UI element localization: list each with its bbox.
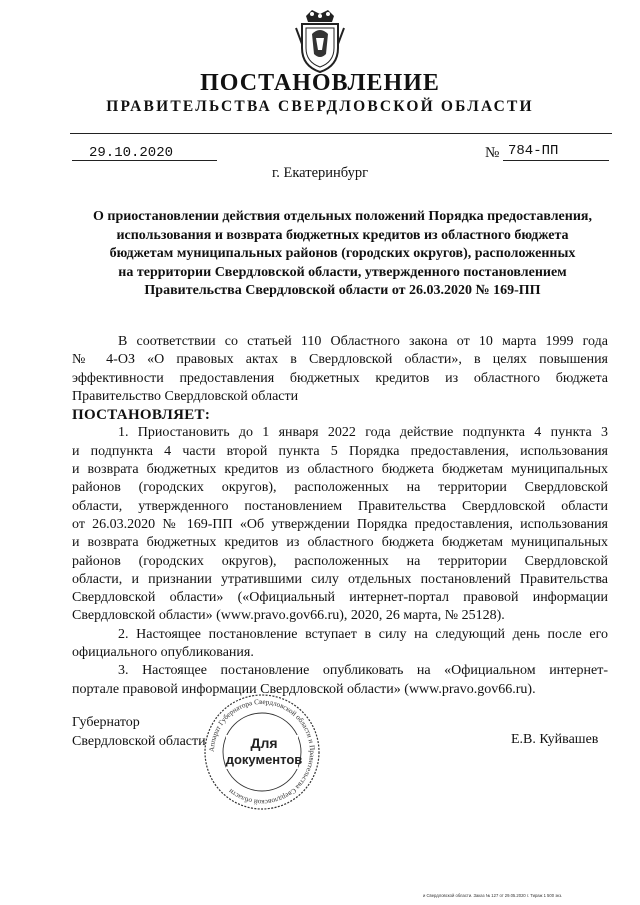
item3-line: 3. Настоящее постановление опубликовать на «Официальном интернет- <box>118 663 608 679</box>
header-divider <box>70 133 612 134</box>
document-stamp <box>202 692 322 812</box>
document-body <box>72 333 608 699</box>
print-info: и Свердловской области. Заказ № 127 от 29.05.2020 г. Тираж 1 500 экз. <box>423 893 563 898</box>
item2-line: 2. Настоящее постановление вступает в силу на следующий день после его <box>118 626 608 642</box>
date-underline <box>72 160 217 161</box>
item1-line: районов (городских округов), расположенных на территории Свердловской <box>72 553 608 569</box>
preamble-line: Правительство Свердловской области <box>72 388 299 404</box>
preamble-line: № 4-ОЗ «О правовых актах в Свердловской области», в целях повышения <box>72 352 608 368</box>
document-city: г. Екатеринбург <box>271 165 369 181</box>
resolves-heading: ПОСТАНОВЛЯЕТ: <box>72 407 211 424</box>
item1-line: Свердловской области» (www.pravo.gov66.ru), 2020, 26 марта, № 25128). <box>72 608 505 624</box>
document-number: 784-ПП <box>508 143 559 159</box>
item2-line: официального опубликования. <box>72 645 254 661</box>
item3-line: портале правовой информации Свердловской области» (www.pravo.gov66.ru). <box>72 681 536 697</box>
item1-line: Свердловской области» («Официальный интернет-портал правовой информации <box>72 590 608 606</box>
item1-line: и возврата бюджетных кредитов из областного бюджета бюджетам муниципальных <box>72 535 608 551</box>
item1-line: и возврата бюджетных кредитов из областного бюджета бюджетам муниципальных <box>72 462 608 478</box>
number-underline <box>503 160 609 161</box>
coat-of-arms-icon <box>292 8 348 74</box>
number-sign: № <box>485 145 500 161</box>
preamble-line: эффективности предоставления бюджетных кредитов из областного бюджета <box>72 370 608 386</box>
item1-line: области, утвержденного постановлением Правительства Свердловской области <box>72 498 608 514</box>
heading-line: использования и возврата бюджетных кредитов из областного бюджета <box>116 227 569 243</box>
item1-line: и подпункта 4 части второй пункта 5 Порядка предоставления, использования <box>72 443 608 459</box>
signatory-position <box>72 714 206 751</box>
item1-line: районов (городских округов), расположенных на территории Свердловской <box>72 480 608 496</box>
stamp-center-line2: документов <box>225 752 303 767</box>
stamp-center-line1: Для <box>250 735 278 751</box>
position-line: Губернатор <box>72 715 140 730</box>
item1-line: 1. Приостановить до 1 января 2022 года действие подпункта 4 пункта 3 <box>118 425 608 441</box>
document-subtitle: ПРАВИТЕЛЬСТВА СВЕРДЛОВСКОЙ ОБЛАСТИ <box>106 98 534 115</box>
document-heading <box>75 208 610 301</box>
signatory-name: Е.В. Куйвашев <box>511 732 599 747</box>
document-title: ПОСТАНОВЛЕНИЕ <box>200 70 440 96</box>
position-line: Свердловской области <box>72 733 206 749</box>
heading-line: О приостановлении действия отдельных положений Порядка предоставления, <box>93 209 592 224</box>
heading-line: Правительства Свердловской области от 26.03.2020 № 169-ПП <box>144 283 541 299</box>
item1-line: области, и признании утратившими силу отдельных постановлений Правительства <box>72 571 608 587</box>
stamp-ring-text: Аппарат Губернатора Свердловской области и Правительства Свердловской области <box>207 697 317 807</box>
heading-line: бюджетам муниципальных районов (городских округов), расположенных <box>109 246 576 262</box>
preamble-line: В соответствии со статьей 110 Областного закона от 10 марта 1999 года <box>118 334 608 349</box>
item1-line: от 26.03.2020 № 169-ПП «Об утверждении Порядка предоставления, использования <box>72 516 608 532</box>
document-date: 29.10.2020 <box>89 145 174 161</box>
heading-line: на территории Свердловской области, утвержденного постановлением <box>118 264 567 280</box>
